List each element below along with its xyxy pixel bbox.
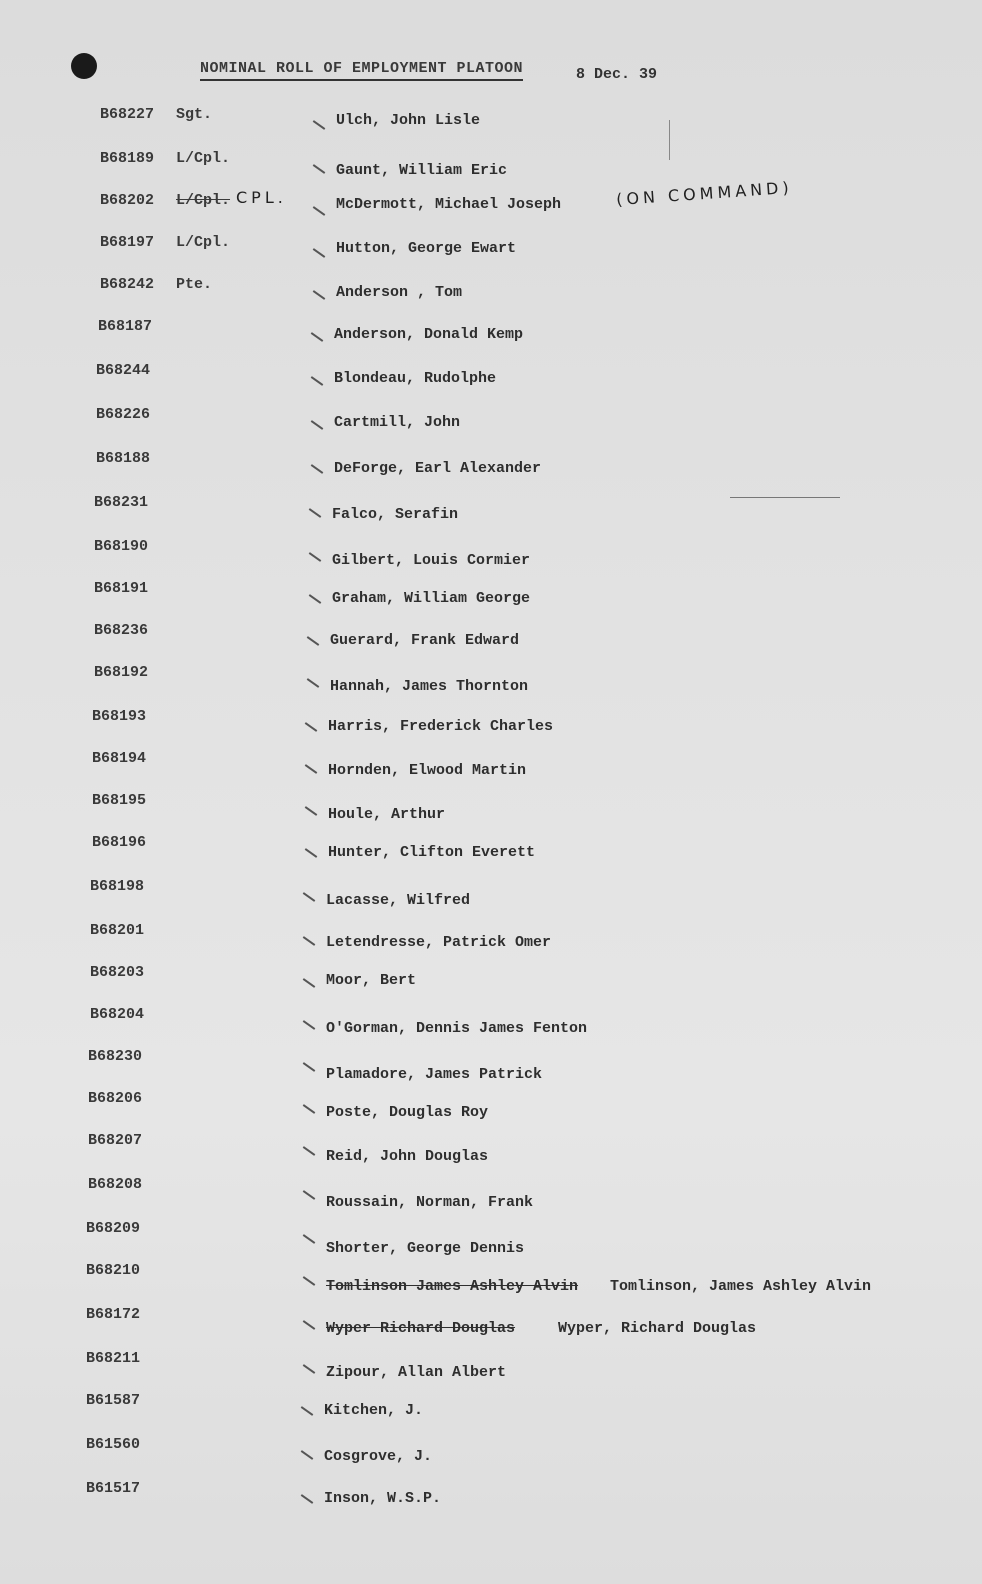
service-number: B68187 xyxy=(98,318,153,335)
service-number: B68227 xyxy=(100,106,155,123)
soldier-name: Wyper, Richard Douglas xyxy=(558,1320,757,1337)
roster-row xyxy=(0,1436,982,1480)
service-number: B68207 xyxy=(88,1132,143,1149)
roster-row xyxy=(0,622,982,666)
check-mark xyxy=(313,248,326,258)
check-mark xyxy=(303,892,316,902)
service-number: B61587 xyxy=(86,1392,141,1409)
roster-row xyxy=(0,177,982,236)
service-entry xyxy=(88,1048,158,1065)
soldier-name: Houle, Arthur xyxy=(328,806,446,823)
service-number: B68211 xyxy=(86,1350,141,1367)
check-mark xyxy=(303,1320,316,1330)
soldier-name: Inson, W.S.P. xyxy=(324,1490,442,1507)
soldier-name: Hutton, George Ewart xyxy=(336,240,517,257)
check-mark xyxy=(309,552,322,562)
service-entry xyxy=(94,538,164,555)
soldier-name: DeForge, Earl Alexander xyxy=(334,460,542,477)
service-number: B68209 xyxy=(86,1220,141,1237)
service-number: B68242 xyxy=(100,276,155,293)
service-number: B68193 xyxy=(92,708,147,725)
service-number: B68190 xyxy=(94,538,149,555)
check-mark xyxy=(303,1234,316,1244)
soldier-name: Letendresse, Patrick Omer xyxy=(326,934,552,951)
service-entry xyxy=(86,1436,156,1453)
roster-row xyxy=(0,538,982,582)
check-mark xyxy=(301,1450,314,1460)
struck-name: Wyper Richard Douglas xyxy=(326,1320,516,1337)
soldier-name: O'Gorman, Dennis James Fenton xyxy=(326,1020,588,1037)
soldier-name: Kitchen, J. xyxy=(324,1402,424,1419)
service-entry xyxy=(94,664,164,681)
service-number: B68188 xyxy=(96,450,151,467)
roster-row xyxy=(0,922,982,966)
check-mark xyxy=(303,1190,316,1200)
service-number: B68195 xyxy=(92,792,147,809)
service-entry xyxy=(86,1306,156,1323)
soldier-name: Zipour, Allan Albert xyxy=(326,1364,507,1381)
punch-hole xyxy=(71,53,97,79)
service-number: B68230 xyxy=(88,1048,143,1065)
roster-row xyxy=(0,878,982,922)
service-number: B68172 xyxy=(86,1306,141,1323)
check-mark xyxy=(305,848,318,858)
check-mark xyxy=(305,722,318,732)
roster-row xyxy=(0,150,982,194)
roster-row xyxy=(0,106,982,150)
roster-row xyxy=(0,834,982,878)
roster-row xyxy=(0,1306,982,1350)
roster-row xyxy=(0,792,982,836)
roster-row xyxy=(0,276,982,320)
soldier-name: Poste, Douglas Roy xyxy=(326,1104,489,1121)
roster-row xyxy=(0,234,982,278)
check-mark xyxy=(303,1276,316,1286)
roster-row xyxy=(0,362,982,406)
roster-row xyxy=(0,1048,982,1092)
check-mark xyxy=(309,508,322,518)
service-entry xyxy=(92,792,162,809)
service-entry xyxy=(88,1090,158,1107)
service-entry xyxy=(90,922,160,939)
service-number: B68236 xyxy=(94,622,149,639)
roster-row xyxy=(0,580,982,624)
service-entry xyxy=(88,1132,158,1149)
check-mark xyxy=(303,936,316,946)
roster-row xyxy=(0,1132,982,1176)
soldier-name: Shorter, George Dennis xyxy=(326,1240,525,1257)
service-entry xyxy=(88,1176,158,1193)
service-number: B68191 xyxy=(94,580,149,597)
handwritten-on-command-note: (ON COMMAND) xyxy=(615,177,794,210)
service-entry xyxy=(90,878,160,895)
soldier-name: Reid, John Douglas xyxy=(326,1148,489,1165)
roster-row xyxy=(0,1176,982,1220)
rank: L/Cpl. xyxy=(176,192,231,209)
document-title: NOMINAL ROLL OF EMPLOYMENT PLATOON xyxy=(200,60,523,81)
check-mark xyxy=(305,806,318,816)
service-entry xyxy=(86,1220,156,1237)
rank: L/Cpl. xyxy=(176,150,231,167)
service-number: B68202 xyxy=(100,192,155,209)
service-entry xyxy=(86,1392,156,1409)
soldier-name: Tomlinson, James Ashley Alvin xyxy=(610,1278,872,1295)
check-mark xyxy=(309,594,322,604)
check-mark xyxy=(313,290,326,300)
service-number: B68204 xyxy=(90,1006,145,1023)
soldier-name: Plamadore, James Patrick xyxy=(326,1066,543,1083)
service-number: B68196 xyxy=(92,834,147,851)
check-mark xyxy=(313,206,326,216)
soldier-name: Graham, William George xyxy=(332,590,531,607)
service-entry xyxy=(86,1350,156,1367)
check-mark xyxy=(311,464,324,474)
service-entry xyxy=(92,708,162,725)
check-mark xyxy=(303,1364,316,1374)
service-number: B68203 xyxy=(90,964,145,981)
soldier-name: Hornden, Elwood Martin xyxy=(328,762,527,779)
check-mark xyxy=(311,376,324,386)
service-entry xyxy=(100,150,230,167)
check-mark xyxy=(307,636,320,646)
roster-row xyxy=(0,450,982,494)
service-entry xyxy=(92,834,162,851)
service-number: B68231 xyxy=(94,494,149,511)
service-number: B68210 xyxy=(86,1262,141,1279)
service-entry xyxy=(98,318,168,335)
check-mark xyxy=(311,420,324,430)
soldier-name: Gaunt, William Eric xyxy=(336,162,508,179)
check-mark xyxy=(303,1062,316,1072)
document-date: 8 Dec. 39 xyxy=(576,66,658,83)
service-entry xyxy=(90,1006,160,1023)
service-number: B68197 xyxy=(100,234,155,251)
roster-row xyxy=(0,964,982,1008)
check-mark xyxy=(303,1020,316,1030)
roster-row xyxy=(0,1090,982,1134)
roster-row xyxy=(0,1392,982,1436)
soldier-name: Gilbert, Louis Cormier xyxy=(332,552,531,569)
service-entry xyxy=(96,362,166,379)
soldier-name: Blondeau, Rudolphe xyxy=(334,370,497,387)
check-mark xyxy=(305,764,318,774)
soldier-name: Anderson , Tom xyxy=(336,284,463,301)
rank: Pte. xyxy=(176,276,213,293)
soldier-name: Guerard, Frank Edward xyxy=(330,632,520,649)
soldier-name: Harris, Frederick Charles xyxy=(328,718,554,735)
roster-row xyxy=(0,1480,982,1524)
service-entry xyxy=(100,106,212,123)
roster-row xyxy=(0,1006,982,1050)
service-entry xyxy=(86,1480,156,1497)
service-number: B68244 xyxy=(96,362,151,379)
check-mark xyxy=(301,1494,314,1504)
service-number: B68194 xyxy=(92,750,147,767)
service-number: B68206 xyxy=(88,1090,143,1107)
service-number: B68208 xyxy=(88,1176,143,1193)
service-entry xyxy=(96,406,166,423)
service-entry xyxy=(90,964,160,981)
check-mark xyxy=(313,120,326,130)
service-number: B68226 xyxy=(96,406,151,423)
check-mark xyxy=(311,332,324,342)
service-number: B61560 xyxy=(86,1436,141,1453)
service-number: B68201 xyxy=(90,922,145,939)
rank: L/Cpl. xyxy=(176,234,231,251)
service-entry xyxy=(92,750,162,767)
check-mark xyxy=(301,1406,314,1416)
rank: Sgt. xyxy=(176,106,213,123)
service-entry xyxy=(100,192,230,209)
check-mark xyxy=(303,978,316,988)
roster-row xyxy=(0,1220,982,1264)
check-mark xyxy=(303,1104,316,1114)
service-number: B61517 xyxy=(86,1480,141,1497)
service-entry xyxy=(94,494,164,511)
check-mark xyxy=(303,1146,316,1156)
soldier-name: Falco, Serafin xyxy=(332,506,459,523)
roster-row xyxy=(0,750,982,794)
roster-row xyxy=(0,494,982,538)
service-entry xyxy=(100,234,230,251)
check-mark xyxy=(307,678,320,688)
roster-row xyxy=(0,318,982,362)
soldier-name: Moor, Bert xyxy=(326,972,417,989)
service-number: B68192 xyxy=(94,664,149,681)
soldier-name: Ulch, John Lisle xyxy=(336,112,481,129)
soldier-name: Anderson, Donald Kemp xyxy=(334,326,524,343)
soldier-name: Cosgrove, J. xyxy=(324,1448,433,1465)
service-entry xyxy=(100,276,212,293)
soldier-name: McDermott, Michael Joseph xyxy=(336,196,562,213)
soldier-name: Hunter, Clifton Everett xyxy=(328,844,536,861)
roster-row xyxy=(0,1350,982,1394)
roster-row xyxy=(0,708,982,752)
service-entry xyxy=(86,1262,156,1279)
soldier-name: Hannah, James Thornton xyxy=(330,678,529,695)
soldier-name: Lacasse, Wilfred xyxy=(326,892,471,909)
handwritten-rank-correction: CPL. xyxy=(236,188,287,207)
check-mark xyxy=(313,164,326,174)
struck-name: Tomlinson James Ashley Alvin xyxy=(326,1278,579,1295)
roster-row xyxy=(0,406,982,450)
service-entry xyxy=(94,622,164,639)
soldier-name: Roussain, Norman, Frank xyxy=(326,1194,534,1211)
service-entry xyxy=(94,580,164,597)
soldier-name: Cartmill, John xyxy=(334,414,461,431)
service-entry xyxy=(96,450,166,467)
roster-row xyxy=(0,1262,982,1306)
roster-row xyxy=(0,664,982,708)
service-number: B68189 xyxy=(100,150,155,167)
service-number: B68198 xyxy=(90,878,145,895)
